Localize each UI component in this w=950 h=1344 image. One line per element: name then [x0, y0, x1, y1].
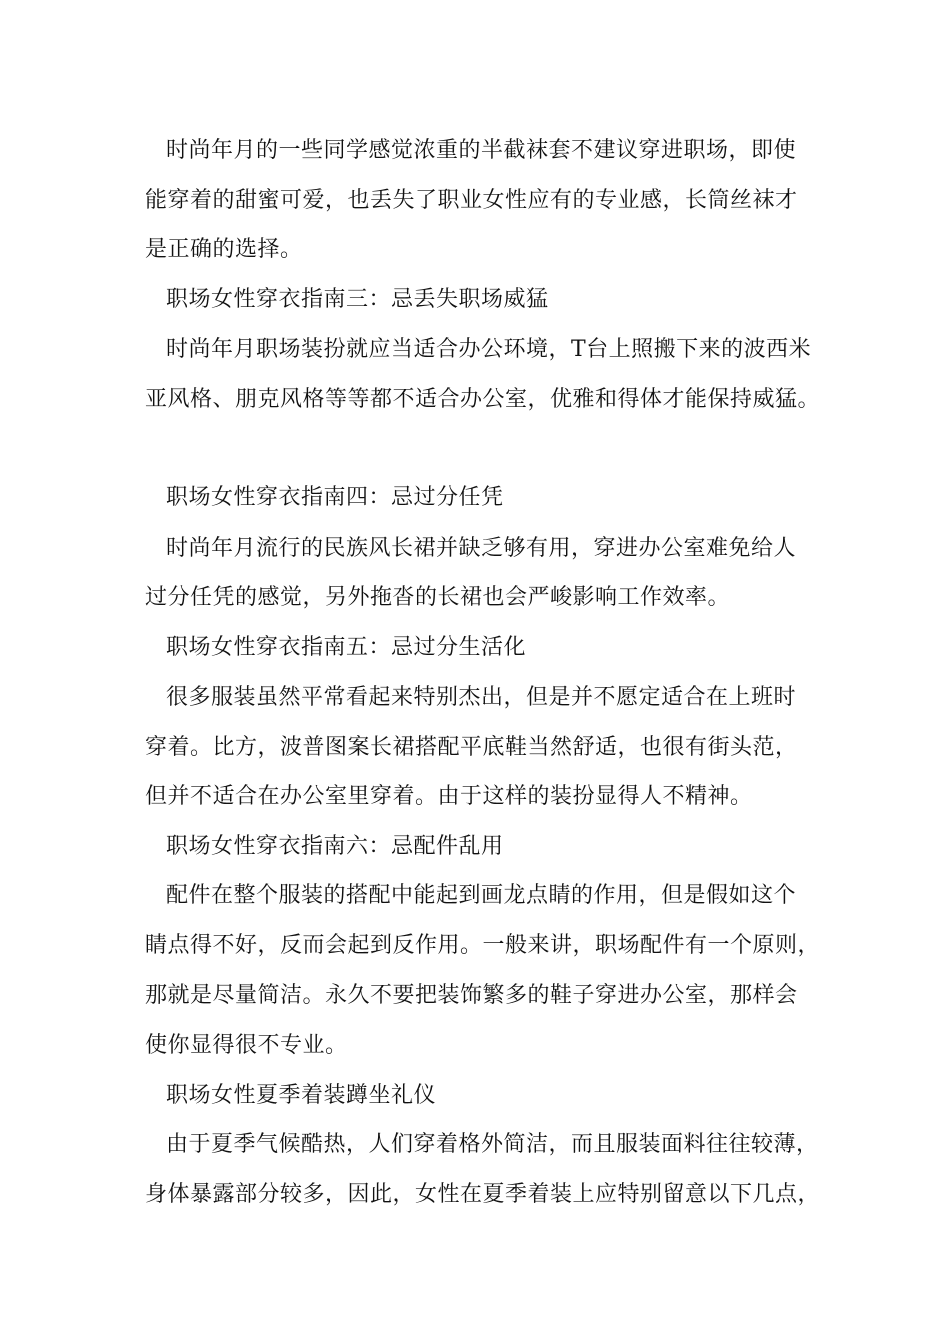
- section-heading: 职场女性穿衣指南四：忌过分任凭: [166, 485, 504, 510]
- section-heading: 职场女性穿衣指南三：忌丢失职场威猛: [166, 287, 549, 312]
- paragraph-line: 由于夏季气候酷热，人们穿着格外简洁，而且服装面料往往较薄，: [166, 1132, 819, 1157]
- paragraph-line: 但并不适合在办公室里穿着。由于这样的装扮显得人不精神。: [145, 784, 753, 809]
- paragraph-line: 穿着。比方，波普图案长裙搭配平底鞋当然舒适，也很有街头范，: [145, 735, 798, 760]
- section-heading: 职场女性穿衣指南六：忌配件乱用: [166, 834, 504, 859]
- paragraph-line: 亚风格、朋克风格等等都不适合办公室，优雅和得体才能保持威猛。: [145, 387, 821, 412]
- paragraph-line: 能穿着的甜蜜可爱，也丢失了职业女性应有的专业感，长筒丝袜才: [145, 188, 798, 213]
- paragraph-line: 时尚年月的一些同学感觉浓重的半截袜套不建议穿进职场，即使: [166, 138, 797, 163]
- paragraph-line: 睛点得不好，反而会起到反作用。一般来讲，职场配件有一个原则，: [145, 933, 821, 958]
- paragraph-line: 身体暴露部分较多，因此，女性在夏季着装上应特别留意以下几点，: [145, 1182, 821, 1207]
- paragraph-line: 是正确的选择。: [145, 237, 303, 262]
- paragraph-line: 时尚年月职场装扮就应当适合办公环境，T台上照搬下来的波西米: [166, 337, 812, 362]
- section-heading: 职场女性穿衣指南五：忌过分生活化: [166, 635, 527, 660]
- paragraph-line: 使你显得很不专业。: [145, 1033, 348, 1058]
- paragraph-line: 时尚年月流行的民族风长裙并缺乏够有用，穿进办公室难免给人: [166, 536, 797, 561]
- paragraph-line: 那就是尽量简洁。永久不要把装饰繁多的鞋子穿进办公室，那样会: [145, 983, 798, 1008]
- paragraph-line: 很多服装虽然平常看起来特别杰出，但是并不愿定适合在上班时: [166, 685, 797, 710]
- paragraph-line: 配件在整个服装的搭配中能起到画龙点睛的作用，但是假如这个: [166, 883, 797, 908]
- section-heading: 职场女性夏季着装蹲坐礼仪: [166, 1083, 437, 1108]
- paragraph-line: 过分任凭的感觉，另外拖沓的长裙也会严峻影响工作效率。: [145, 585, 731, 610]
